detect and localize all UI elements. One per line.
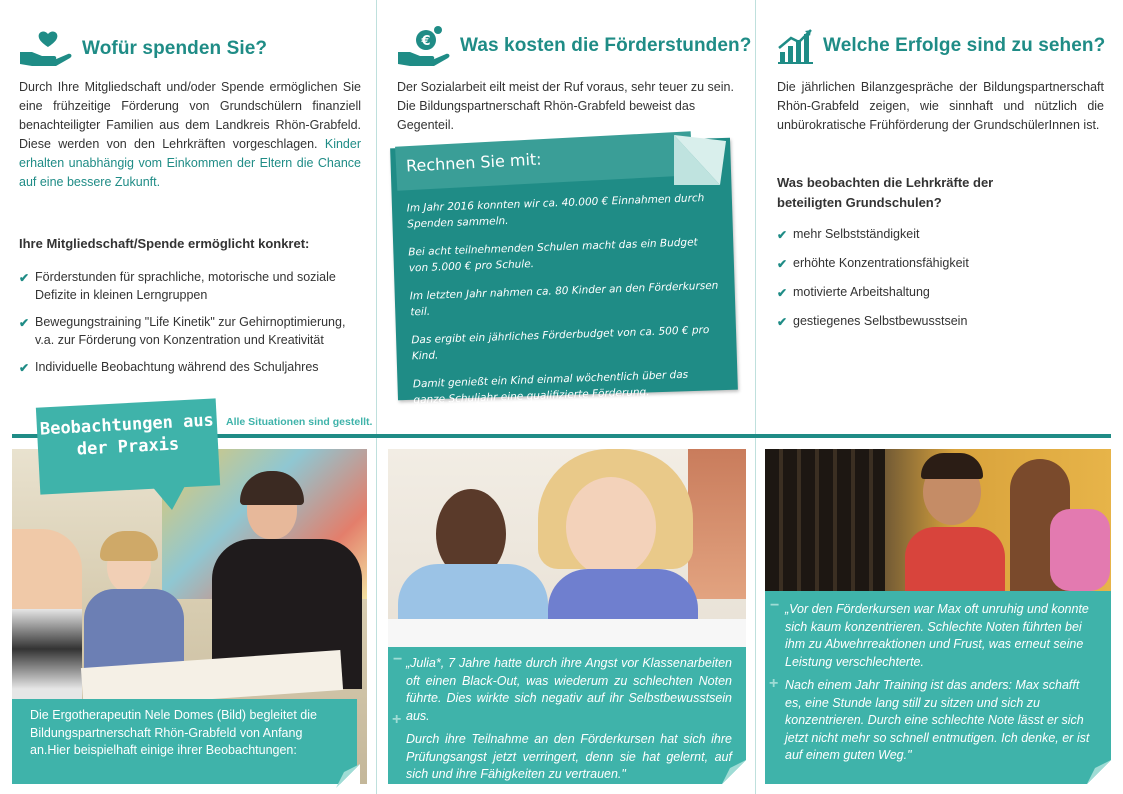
photo-children-bus — [765, 449, 1111, 591]
practice-bubble — [36, 398, 220, 494]
caption-1-text: Die Ergotherapeutin Nele Domes (Bild) begleitet die Bildungspartnerschaft Rhön-Grabfeld von Anfang an.Hier beispielhaft einige ihrer Beobachtungen: — [30, 708, 317, 757]
note-line: Im letzten Jahr nahmen ca. 80 Kinder an den Förderkursen teil. — [409, 279, 719, 319]
col3-paragraph: Die jährlichen Bilanzgespräche der Bildungspartnerschaft Rhön-Grabfeld zeigen, wie sinnhaft und nützlich die unbürokratische Frühförderung der GrundschülerInnen ist. — [777, 80, 1104, 132]
col3-heading — [777, 28, 1105, 64]
caption-3-after: Nach einem Jahr Training ist das anders: Max schafft es, eine Stunde lang still zu sitzen und sich zu konzentrieren. Durch eine schlechte Note lässt er sich jetzt nicht mehr so schnell entmutigen. Ich denke, er ist auf einem guten Weg." — [785, 678, 1090, 762]
girl-hair — [100, 531, 158, 561]
col2-paragraph: Der Sozialarbeit eilt meist der Ruf voraus, sehr teuer zu sein. Die Bildungspartnerschaft Rhön-Grabfeld beweist das Gegenteil. — [397, 80, 734, 132]
col1-heading — [18, 30, 267, 68]
minus-icon: − — [770, 597, 780, 614]
caption-1 — [12, 699, 357, 784]
page-curl-icon — [336, 764, 360, 788]
practice-bubble-text: Beobachtungen aus der Praxis — [39, 410, 215, 460]
note-line: Das ergibt ein jährliches Förderbudget von ca. 500 € pro Kind. — [411, 323, 710, 363]
caption-2-before: „Julia*, 7 Jahre hatte durch ihre Angst vor Klassenarbeiten oft einen Black-Out, was wiederum zu schlechten Noten führte. Dies wirkte sich negativ auf ihr Selbstbewusstsein aus. — [406, 656, 732, 723]
page-curl-icon — [722, 760, 746, 784]
list-item: ✔ gestiegenes Selbstbewusstsein — [777, 314, 968, 329]
growth-chart-icon — [777, 28, 815, 64]
col2-title: Was kosten die Förderstunden? — [460, 35, 752, 56]
check-icon: ✔ — [19, 271, 30, 285]
check-icon: ✔ — [777, 286, 788, 300]
boy-shirt — [905, 527, 1005, 591]
col3-body — [777, 78, 1104, 341]
check-icon: ✔ — [777, 315, 788, 329]
bus-door — [765, 449, 885, 591]
caption-3 — [765, 591, 1111, 784]
check-icon: ✔ — [777, 257, 788, 271]
desk — [388, 619, 746, 647]
heart-hand-icon — [18, 30, 74, 68]
teacher-background — [688, 449, 746, 599]
list-item: ✔ mehr Selbstständigkeit — [777, 227, 920, 242]
note-line: Damit genießt ein Kind einmal wöchentlich über das ganze Schuljahr eine qualifizierte Förderung. — [412, 368, 689, 407]
column-divider — [376, 0, 377, 794]
col2-heading — [396, 26, 751, 66]
calculation-note — [392, 135, 742, 407]
col1-body — [19, 78, 361, 385]
euro-hand-icon — [396, 26, 452, 66]
col3-list — [777, 225, 1104, 330]
plus-icon: + — [769, 675, 779, 692]
check-icon: ✔ — [19, 361, 30, 375]
photo-girl-classroom — [388, 449, 746, 647]
note-line: Im Jahr 2016 konnten wir ca. 40.000 € Einnahmen durch Spenden sammeln. — [406, 192, 705, 231]
plus-icon: + — [392, 711, 402, 728]
list-item: ✔ Förderstunden für sprachliche, motorische und soziale Defizite in kleinen Lerngruppen — [19, 270, 336, 302]
girl-face — [566, 477, 656, 577]
list-item: ✔ Bewegungstraining "Life Kinetik" zur Gehirnoptimierung, v.a. zur Förderung von Konzentration und Kreativität — [19, 315, 346, 347]
col1-list — [19, 268, 361, 376]
list-item: ✔ erhöhte Konzentrationsfähigkeit — [777, 256, 969, 271]
col2-body — [397, 78, 739, 135]
caption-3-before: „Vor den Förderkursen war Max oft unruhig und konnte sich kaum konzentrieren. Schlechte Noten führten bei ihm zu Abwehrreaktionen und Frust, was erneut seine Leistung verschlechterte. — [785, 602, 1089, 669]
col3-title: Welche Erfolge sind zu sehen? — [823, 35, 1106, 56]
list-item: ✔ motivierte Arbeitshaltung — [777, 285, 930, 300]
column-divider — [755, 0, 756, 794]
bubble-tail — [150, 484, 190, 512]
disclaimer: Alle Situationen sind gestellt. — [226, 416, 373, 428]
col1-paragraph — [19, 78, 361, 192]
list-item: ✔ Individuelle Beobachtung während des Schuljahres — [19, 360, 319, 375]
note-line: Bei acht teilnehmenden Schulen macht das ein Budget von 5.000 € pro Schule. — [408, 236, 698, 275]
check-icon: ✔ — [19, 316, 30, 330]
page-curl-icon — [1087, 760, 1111, 784]
page-curl-icon — [674, 135, 734, 185]
caption-2 — [388, 647, 746, 784]
boy-hair — [921, 453, 983, 479]
col1-paragraph-highlight: Kinder erhalten unabhängig vom Einkommen der Eltern die Chance auf eine bessere Zukunft. — [19, 137, 361, 189]
minus-icon: − — [393, 651, 403, 668]
col3-subhead: Was beobachten die Lehrkräfte der beteiligten Grundschulen? — [777, 175, 994, 210]
caption-2-after: Durch ihre Teilnahme an den Förderkursen hat sich ihre Prüfungsangst jetzt verringert, denn sie hat gelernt, auf sich und ihre Fähigkeiten zu vertrauen." — [406, 732, 732, 781]
svg-text:€: € — [421, 34, 431, 49]
col1-title: Wofür spenden Sie? — [82, 38, 268, 59]
col1-paragraph-text: Durch Ihre Mitgliedschaft und/oder Spende ermöglichen Sie eine frühzeitige Förderung von Grundschülern finanziell benachteiligter Familien aus dem Landkreis Rhön-Grabfeld. Diese werden von den Lehrkräften vorgeschlagen. — [19, 80, 361, 151]
note-title: Rechnen Sie mit: — [405, 149, 543, 176]
backpack — [1050, 509, 1110, 591]
note-lines — [406, 190, 723, 409]
check-icon: ✔ — [777, 228, 788, 242]
col1-subhead: Ihre Mitgliedschaft/Spende ermöglicht konkret: — [19, 236, 310, 251]
